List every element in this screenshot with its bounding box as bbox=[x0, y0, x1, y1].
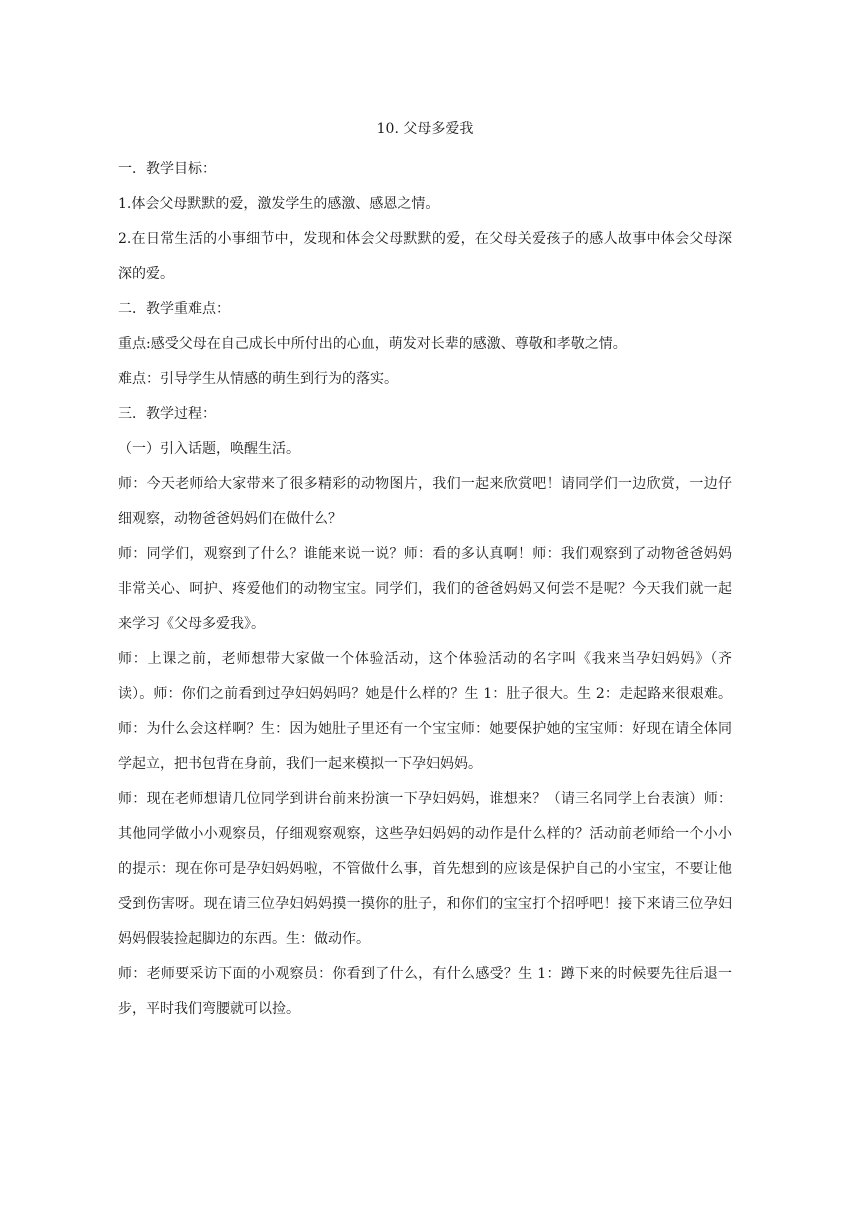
objective-1: 1.体会父母默默的爱，激发学生的感激、感恩之情。 bbox=[118, 196, 440, 212]
section-heading-objectives: 一．教学目标： bbox=[118, 161, 216, 177]
process-paragraph: 师：现在老师想请几位同学到讲台前来扮演一下孕妇妈妈，谁想来？（请三名同学上台表演）师：其他同学做小小观察员，仔细观察观察，这些孕妇妈妈的动作是什么样的？活动前老师给一个小小的提示：现在你可是孕妇妈妈啦，不管做什么事，首先想到的应该是保护自己的小宝宝，不要让他受到伤害呀。现在请三位孕妇妈妈摸一摸你的肚子，和你们的宝宝打个招呼吧！接下来请三位孕妇妈妈假装捡起脚边的东西。生：做动作。 bbox=[118, 791, 732, 947]
process-paragraph: 师：上课之前，老师想带大家做一个体验活动，这个体验活动的名字叫《我来当孕妇妈妈》（齐读）。师：你们之前看到过孕妇妈妈吗？她是什么样的？生 1：肚子很大。生 2：走起路来很艰难。师：为什么会这样啊？生：因为她肚子里还有一个宝宝师：她要保护她的宝宝师：好现在请全体同学起立，把书包背在身前，我们一起来模拟一下孕妇妈妈。 bbox=[118, 651, 732, 772]
document-body bbox=[118, 118, 732, 1027]
section-heading-process: 三．教学过程： bbox=[118, 406, 216, 422]
objective-2: 2.在日常生活的小事细节中，发现和体会父母默默的爱，在父母关爱孩子的感人故事中体会父母深深的爱。 bbox=[118, 231, 732, 282]
process-paragraph: 师：今天老师给大家带来了很多精彩的动物图片，我们一起来欣赏吧！请同学们一边欣赏，一边仔细观察，动物爸爸妈妈们在做什么？ bbox=[118, 476, 732, 527]
process-paragraph: 师：同学们，观察到了什么？谁能来说一说？师：看的多认真啊！师：我们观察到了动物爸爸妈妈非常关心、呵护、疼爱他们的动物宝宝。同学们，我们的爸爸妈妈又何尝不是呢？今天我们就一起来学习《父母多爱我》。 bbox=[118, 546, 732, 632]
section-heading-key-points: 二．教学重难点： bbox=[118, 301, 230, 317]
key-point: 重点:感受父母在自己成长中所付出的心血，萌发对长辈的感激、尊敬和孝敬之情。 bbox=[118, 336, 627, 352]
document-title: 10. 父母多爱我 bbox=[376, 121, 474, 137]
process-paragraph: 师：老师要采访下面的小观察员：你看到了什么，有什么感受？生 1：蹲下来的时候要先往后退一步，平时我们弯腰就可以捡。 bbox=[118, 966, 732, 1017]
difficult-point: 难点：引导学生从情感的萌生到行为的落实。 bbox=[118, 371, 398, 387]
subsection-heading-intro: （一）引入话题，唤醒生活。 bbox=[118, 441, 300, 457]
